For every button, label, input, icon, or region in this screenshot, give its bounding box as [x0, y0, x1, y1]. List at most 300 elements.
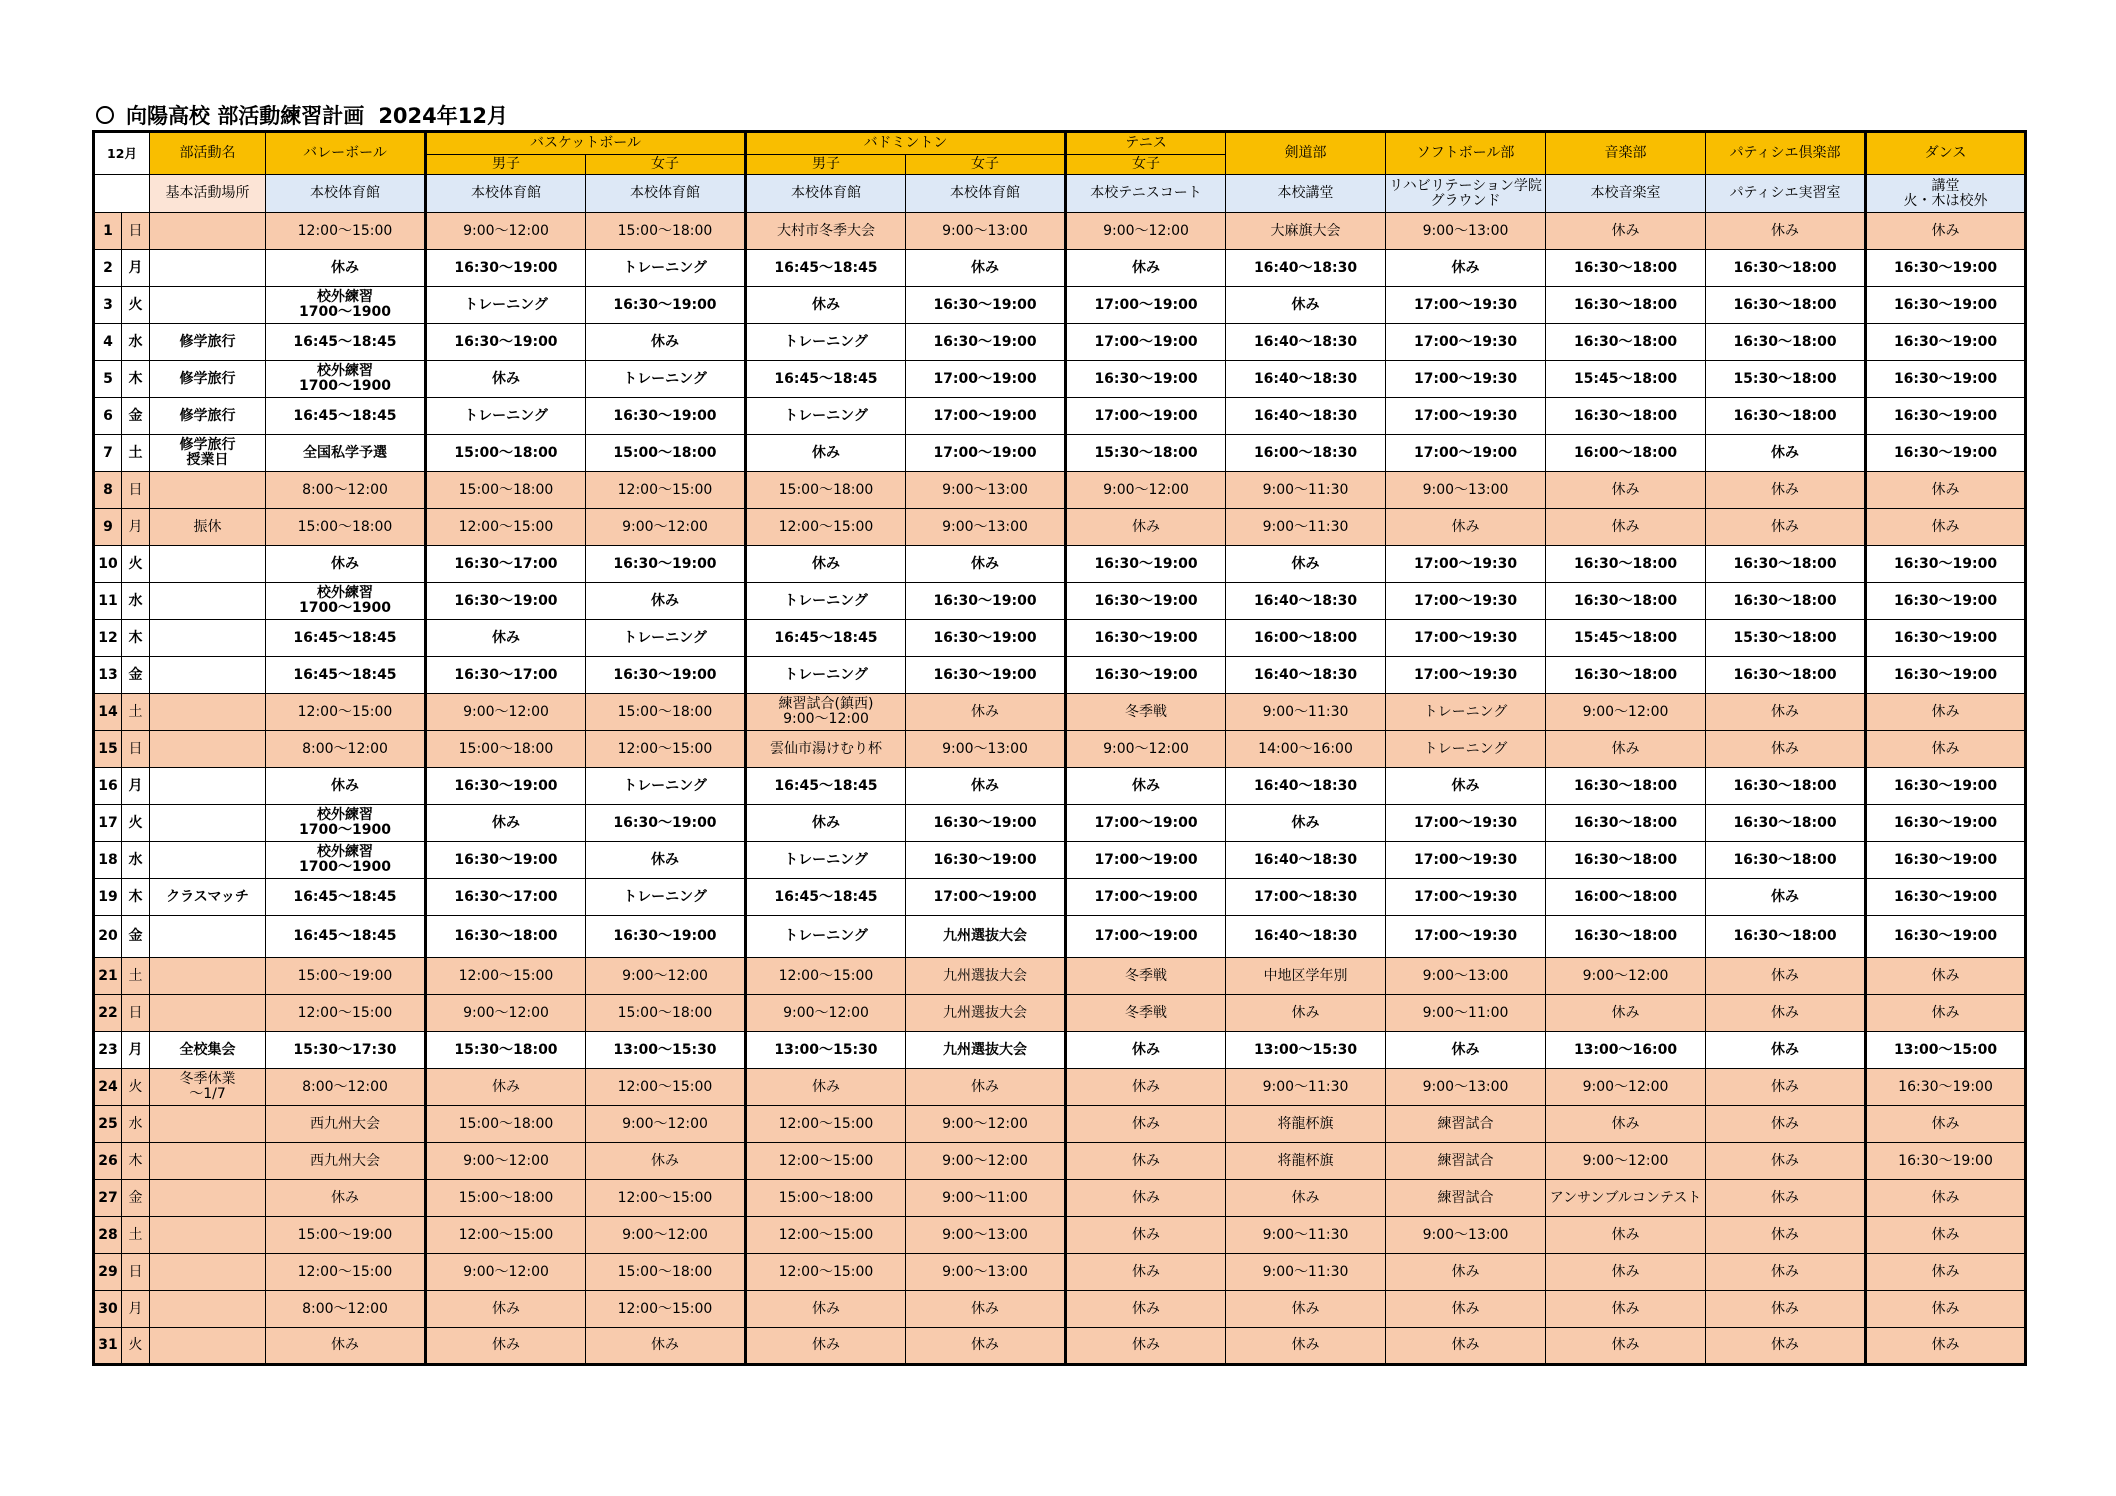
cell-tennis: 15:30～18:00 [1066, 435, 1226, 472]
cell-dance: 休み [1866, 694, 2026, 731]
cell-kendo: 16:40～18:30 [1226, 361, 1386, 398]
cell-dance: 16:30～19:00 [1866, 583, 2026, 620]
cell-tennis: 冬季戦 [1066, 694, 1226, 731]
cell-patissier: 16:30～18:00 [1706, 398, 1866, 435]
day-note [150, 213, 266, 250]
cell-bb-girls: 12:00～15:00 [586, 1291, 746, 1328]
club-badminton: バドミントン [746, 132, 1066, 155]
day-note [150, 694, 266, 731]
cell-bb-girls: 休み [586, 324, 746, 361]
day-number: 30 [94, 1291, 122, 1328]
cell-softball: 休み [1386, 509, 1546, 546]
cell-music: 休み [1546, 472, 1706, 509]
day-number: 20 [94, 916, 122, 958]
cell-kendo: 16:40～18:30 [1226, 398, 1386, 435]
cell-bb-girls: 9:00～12:00 [586, 509, 746, 546]
cell-kendo: 9:00～11:30 [1226, 509, 1386, 546]
month-label: 12月 [94, 132, 150, 175]
cell-bd-boys: トレーニング [746, 324, 906, 361]
cell-music: 休み [1546, 509, 1706, 546]
cell-bd-girls: 16:30～19:00 [906, 842, 1066, 879]
cell-bd-girls: 9:00～12:00 [906, 1143, 1066, 1180]
weekday: 木 [122, 879, 150, 916]
cell-tennis: 16:30～19:00 [1066, 657, 1226, 694]
plan-month: 2024年12月 [378, 104, 508, 128]
cell-softball: 休み [1386, 250, 1546, 287]
bd-girls-label: 女子 [906, 155, 1066, 175]
bb-boys-label: 男子 [426, 155, 586, 175]
cell-softball: 9:00～11:00 [1386, 995, 1546, 1032]
cell-bb-girls: 12:00～15:00 [586, 1180, 746, 1217]
cell-patissier: 16:30～18:00 [1706, 546, 1866, 583]
cell-bb-girls: トレーニング [586, 361, 746, 398]
cell-volleyball: 校外練習 1700～1900 [266, 361, 426, 398]
cell-bb-boys: 16:30～19:00 [426, 768, 586, 805]
cell-bb-girls: 休み [586, 583, 746, 620]
cell-softball: 9:00～13:00 [1386, 958, 1546, 995]
page-title [96, 100, 508, 130]
bd-boys-label: 男子 [746, 155, 906, 175]
cell-bd-girls: 17:00～19:00 [906, 435, 1066, 472]
cell-volleyball: 休み [266, 768, 426, 805]
weekday: 水 [122, 583, 150, 620]
cell-kendo: 16:40～18:30 [1226, 768, 1386, 805]
cell-kendo: 13:00～15:30 [1226, 1032, 1386, 1069]
day-number: 11 [94, 583, 122, 620]
cell-bd-girls: 16:30～19:00 [906, 657, 1066, 694]
cell-softball: 17:00～19:30 [1386, 361, 1546, 398]
cell-volleyball: 15:30～17:30 [266, 1032, 426, 1069]
cell-bd-boys: 16:45～18:45 [746, 620, 906, 657]
cell-bb-boys: 9:00～12:00 [426, 1143, 586, 1180]
cell-softball: 練習試合 [1386, 1180, 1546, 1217]
day-note [150, 995, 266, 1032]
cell-music: 休み [1546, 1328, 1706, 1365]
cell-bd-girls: 9:00～13:00 [906, 472, 1066, 509]
weekday: 火 [122, 805, 150, 842]
cell-bd-girls: 休み [906, 1328, 1066, 1365]
cell-patissier: 休み [1706, 1106, 1866, 1143]
cell-bb-girls: 16:30～19:00 [586, 916, 746, 958]
weekday: 月 [122, 250, 150, 287]
cell-bb-girls: 休み [586, 842, 746, 879]
club-name-label: 部活動名 [150, 132, 266, 175]
cell-tennis: 16:30～19:00 [1066, 361, 1226, 398]
cell-bd-girls: 16:30～19:00 [906, 287, 1066, 324]
day-note [150, 287, 266, 324]
cell-dance: 休み [1866, 995, 2026, 1032]
cell-dance: 16:30～19:00 [1866, 842, 2026, 879]
cell-volleyball: 8:00～12:00 [266, 731, 426, 768]
cell-bd-boys: 15:00～18:00 [746, 1180, 906, 1217]
club-kendo: 剣道部 [1226, 132, 1386, 175]
day-note [150, 1291, 266, 1328]
cell-patissier: 16:30～18:00 [1706, 250, 1866, 287]
cell-bd-girls: 9:00～11:00 [906, 1180, 1066, 1217]
day-note [150, 1106, 266, 1143]
cell-dance: 休み [1866, 509, 2026, 546]
cell-softball: 17:00～19:30 [1386, 324, 1546, 361]
cell-dance: 休み [1866, 472, 2026, 509]
cell-music: 16:00～18:00 [1546, 435, 1706, 472]
cell-volleyball: 校外練習 1700～1900 [266, 842, 426, 879]
day-row [94, 213, 2026, 250]
cell-kendo: 休み [1226, 1180, 1386, 1217]
weekday: 日 [122, 731, 150, 768]
cell-bb-girls: 13:00～15:30 [586, 1032, 746, 1069]
cell-bd-boys: 休み [746, 287, 906, 324]
cell-music: 9:00～12:00 [1546, 1069, 1706, 1106]
cell-volleyball: 16:45～18:45 [266, 398, 426, 435]
weekday: 金 [122, 1180, 150, 1217]
cell-softball: 9:00～13:00 [1386, 213, 1546, 250]
day-number: 17 [94, 805, 122, 842]
day-number: 26 [94, 1143, 122, 1180]
cell-kendo: 休み [1226, 287, 1386, 324]
cell-softball: トレーニング [1386, 731, 1546, 768]
cell-dance: 16:30～19:00 [1866, 916, 2026, 958]
cell-bd-boys: 12:00～15:00 [746, 1217, 906, 1254]
cell-bd-boys: 休み [746, 1069, 906, 1106]
day-row [94, 657, 2026, 694]
cell-bb-boys: 9:00～12:00 [426, 694, 586, 731]
cell-bd-girls: 16:30～19:00 [906, 324, 1066, 361]
cell-tennis: 9:00～12:00 [1066, 731, 1226, 768]
cell-music: 休み [1546, 213, 1706, 250]
cell-music: 9:00～12:00 [1546, 958, 1706, 995]
cell-kendo: 9:00～11:30 [1226, 1069, 1386, 1106]
day-row [94, 1069, 2026, 1106]
cell-bb-boys: 16:30～19:00 [426, 842, 586, 879]
cell-bb-boys: 16:30～19:00 [426, 250, 586, 287]
cell-music: 休み [1546, 1106, 1706, 1143]
cell-tennis: 冬季戦 [1066, 958, 1226, 995]
cell-dance: 休み [1866, 1254, 2026, 1291]
cell-bb-boys: 休み [426, 1291, 586, 1328]
cell-bb-girls: 15:00～18:00 [586, 995, 746, 1032]
cell-bd-girls: 休み [906, 250, 1066, 287]
cell-bb-girls: 16:30～19:00 [586, 398, 746, 435]
cell-kendo: 休み [1226, 995, 1386, 1032]
cell-softball: 休み [1386, 1254, 1546, 1291]
day-note: クラスマッチ [150, 879, 266, 916]
day-note: 全校集会 [150, 1032, 266, 1069]
day-number: 24 [94, 1069, 122, 1106]
day-note [150, 805, 266, 842]
cell-bd-boys: 雲仙市湯けむり杯 [746, 731, 906, 768]
cell-music: 16:00～18:00 [1546, 879, 1706, 916]
cell-patissier: 15:30～18:00 [1706, 361, 1866, 398]
day-number: 7 [94, 435, 122, 472]
cell-tennis: 9:00～12:00 [1066, 213, 1226, 250]
weekday: 水 [122, 324, 150, 361]
cell-bd-girls: 休み [906, 694, 1066, 731]
cell-kendo: 16:40～18:30 [1226, 250, 1386, 287]
day-row [94, 1328, 2026, 1365]
day-number: 18 [94, 842, 122, 879]
cell-bb-boys: 15:00～18:00 [426, 1106, 586, 1143]
day-note: 修学旅行 [150, 324, 266, 361]
cell-bb-boys: 16:30～18:00 [426, 916, 586, 958]
cell-kendo: 16:40～18:30 [1226, 583, 1386, 620]
cell-bb-boys: 休み [426, 1069, 586, 1106]
club-patissier: パティシエ倶楽部 [1706, 132, 1866, 175]
cell-patissier: 休み [1706, 1180, 1866, 1217]
cell-bd-boys: 16:45～18:45 [746, 250, 906, 287]
cell-tennis: 休み [1066, 1217, 1226, 1254]
cell-bd-boys: トレーニング [746, 842, 906, 879]
cell-music: 休み [1546, 995, 1706, 1032]
day-note [150, 546, 266, 583]
cell-bb-girls: 9:00～12:00 [586, 1217, 746, 1254]
cell-softball: 練習試合 [1386, 1106, 1546, 1143]
cell-softball: 9:00～13:00 [1386, 1217, 1546, 1254]
cell-tennis: 17:00～19:00 [1066, 324, 1226, 361]
cell-bb-girls: 15:00～18:00 [586, 694, 746, 731]
place-volleyball: 本校体育館 [266, 175, 426, 213]
day-note [150, 583, 266, 620]
cell-volleyball: 8:00～12:00 [266, 472, 426, 509]
weekday: 木 [122, 361, 150, 398]
cell-bb-boys: 12:00～15:00 [426, 509, 586, 546]
cell-patissier: 休み [1706, 879, 1866, 916]
day-note [150, 1180, 266, 1217]
cell-patissier: 16:30～18:00 [1706, 657, 1866, 694]
cell-bb-girls: 15:00～18:00 [586, 213, 746, 250]
cell-kendo: 休み [1226, 805, 1386, 842]
cell-volleyball: 休み [266, 1328, 426, 1365]
day-note [150, 1328, 266, 1365]
cell-volleyball: 16:45～18:45 [266, 657, 426, 694]
cell-volleyball: 休み [266, 250, 426, 287]
cell-bd-girls: 九州選抜大会 [906, 1032, 1066, 1069]
place-patissier: パティシエ実習室 [1706, 175, 1866, 213]
cell-patissier: 16:30～18:00 [1706, 805, 1866, 842]
cell-tennis: 17:00～19:00 [1066, 287, 1226, 324]
cell-bd-girls: 9:00～13:00 [906, 509, 1066, 546]
cell-tennis: 16:30～19:00 [1066, 620, 1226, 657]
day-note [150, 1254, 266, 1291]
cell-dance: 13:00～15:00 [1866, 1032, 2026, 1069]
cell-volleyball: 休み [266, 1180, 426, 1217]
day-note [150, 472, 266, 509]
place-softball [1386, 175, 1546, 213]
place-bb-girls: 本校体育館 [586, 175, 746, 213]
cell-volleyball: 15:00～18:00 [266, 509, 426, 546]
day-note [150, 916, 266, 958]
cell-dance: 16:30～19:00 [1866, 435, 2026, 472]
cell-music: 13:00～16:00 [1546, 1032, 1706, 1069]
schedule-body [94, 213, 2026, 1365]
cell-tennis: 休み [1066, 1143, 1226, 1180]
day-row [94, 805, 2026, 842]
cell-bd-boys: トレーニング [746, 916, 906, 958]
cell-bb-boys: 16:30～19:00 [426, 583, 586, 620]
weekday: 火 [122, 287, 150, 324]
cell-patissier: 休み [1706, 472, 1866, 509]
day-row [94, 472, 2026, 509]
cell-dance: 16:30～19:00 [1866, 1143, 2026, 1180]
cell-bb-boys: 休み [426, 361, 586, 398]
cell-bd-boys: 12:00～15:00 [746, 1106, 906, 1143]
cell-patissier: 休み [1706, 435, 1866, 472]
cell-tennis: 休み [1066, 1328, 1226, 1365]
cell-kendo: 14:00～16:00 [1226, 731, 1386, 768]
weekday: 木 [122, 1143, 150, 1180]
cell-kendo: 9:00～11:30 [1226, 694, 1386, 731]
cell-bb-boys: 16:30～17:00 [426, 546, 586, 583]
cell-bd-girls: 休み [906, 768, 1066, 805]
cell-dance: 休み [1866, 1328, 2026, 1365]
weekday: 日 [122, 995, 150, 1032]
cell-bd-boys: 16:45～18:45 [746, 768, 906, 805]
cell-bd-girls: 16:30～19:00 [906, 805, 1066, 842]
cell-softball: 17:00～19:30 [1386, 879, 1546, 916]
cell-bd-girls: 九州選抜大会 [906, 958, 1066, 995]
circle-icon [96, 106, 114, 124]
cell-softball: 17:00～19:30 [1386, 287, 1546, 324]
day-row [94, 361, 2026, 398]
cell-bd-girls: 9:00～13:00 [906, 1217, 1066, 1254]
day-row [94, 1217, 2026, 1254]
cell-softball: 休み [1386, 1328, 1546, 1365]
day-row [94, 398, 2026, 435]
day-number: 22 [94, 995, 122, 1032]
cell-kendo: 9:00～11:30 [1226, 1254, 1386, 1291]
cell-bb-girls: 16:30～19:00 [586, 805, 746, 842]
day-row [94, 731, 2026, 768]
weekday: 土 [122, 435, 150, 472]
day-row [94, 842, 2026, 879]
weekday: 水 [122, 842, 150, 879]
cell-tennis: 休み [1066, 1180, 1226, 1217]
cell-volleyball: 12:00～15:00 [266, 213, 426, 250]
day-row [94, 1032, 2026, 1069]
day-note [150, 1143, 266, 1180]
cell-kendo: 16:40～18:30 [1226, 842, 1386, 879]
cell-bb-girls: 16:30～19:00 [586, 657, 746, 694]
weekday: 月 [122, 1291, 150, 1328]
cell-tennis: 16:30～19:00 [1066, 546, 1226, 583]
cell-dance: 16:30～19:00 [1866, 250, 2026, 287]
cell-bb-boys: 12:00～15:00 [426, 1217, 586, 1254]
cell-bb-girls: トレーニング [586, 620, 746, 657]
cell-tennis: 17:00～19:00 [1066, 805, 1226, 842]
day-row [94, 435, 2026, 472]
cell-bb-girls: 15:00～18:00 [586, 435, 746, 472]
cell-dance: 16:30～19:00 [1866, 361, 2026, 398]
cell-music: 16:30～18:00 [1546, 324, 1706, 361]
cell-bd-boys: 休み [746, 805, 906, 842]
cell-patissier: 16:30～18:00 [1706, 768, 1866, 805]
cell-music: 16:30～18:00 [1546, 287, 1706, 324]
cell-dance: 休み [1866, 1180, 2026, 1217]
cell-kendo: 大麻旗大会 [1226, 213, 1386, 250]
day-row [94, 1106, 2026, 1143]
cell-volleyball: 12:00～15:00 [266, 694, 426, 731]
cell-patissier: 休み [1706, 1254, 1866, 1291]
cell-bb-girls: 休み [586, 1328, 746, 1365]
cell-patissier: 16:30～18:00 [1706, 287, 1866, 324]
cell-bb-boys: 16:30～17:00 [426, 879, 586, 916]
day-number: 2 [94, 250, 122, 287]
weekday: 水 [122, 1106, 150, 1143]
cell-patissier: 16:30～18:00 [1706, 842, 1866, 879]
day-row [94, 287, 2026, 324]
cell-kendo: 16:40～18:30 [1226, 324, 1386, 361]
cell-volleyball: 休み [266, 546, 426, 583]
weekday: 木 [122, 620, 150, 657]
cell-tennis: 17:00～19:00 [1066, 879, 1226, 916]
cell-bd-boys: 12:00～15:00 [746, 958, 906, 995]
cell-bb-boys: 12:00～15:00 [426, 958, 586, 995]
cell-music: 16:30～18:00 [1546, 805, 1706, 842]
cell-softball: 17:00～19:30 [1386, 657, 1546, 694]
day-number: 4 [94, 324, 122, 361]
cell-bd-boys: 休み [746, 546, 906, 583]
cell-bd-girls: 九州選抜大会 [906, 995, 1066, 1032]
cell-bb-girls: 9:00～12:00 [586, 1106, 746, 1143]
day-number: 16 [94, 768, 122, 805]
cell-tennis: 休み [1066, 1069, 1226, 1106]
cell-kendo: 16:00～18:00 [1226, 620, 1386, 657]
club-volleyball: バレーボール [266, 132, 426, 175]
cell-dance: 16:30～19:00 [1866, 805, 2026, 842]
weekday: 火 [122, 546, 150, 583]
cell-bb-boys: 15:00～18:00 [426, 731, 586, 768]
place-kendo: 本校講堂 [1226, 175, 1386, 213]
cell-bd-girls: 休み [906, 1069, 1066, 1106]
club-tennis: テニス [1066, 132, 1226, 155]
cell-bb-boys: 15:00～18:00 [426, 1180, 586, 1217]
club-softball: ソフトボール部 [1386, 132, 1546, 175]
cell-volleyball: 15:00～19:00 [266, 1217, 426, 1254]
weekday: 月 [122, 768, 150, 805]
cell-kendo: 将龍杯旗 [1226, 1143, 1386, 1180]
place-bd-boys: 本校体育館 [746, 175, 906, 213]
tennis-girls-label: 女子 [1066, 155, 1226, 175]
cell-volleyball: 西九州大会 [266, 1106, 426, 1143]
cell-bd-girls: 16:30～19:00 [906, 583, 1066, 620]
cell-softball: 17:00～19:30 [1386, 842, 1546, 879]
cell-bb-boys: 15:00～18:00 [426, 435, 586, 472]
cell-softball: 17:00～19:30 [1386, 546, 1546, 583]
cell-kendo: 16:40～18:30 [1226, 657, 1386, 694]
cell-softball: 9:00～13:00 [1386, 472, 1546, 509]
cell-kendo: 16:40～18:30 [1226, 916, 1386, 958]
day-number: 5 [94, 361, 122, 398]
cell-patissier: 休み [1706, 1069, 1866, 1106]
cell-tennis: 休み [1066, 1032, 1226, 1069]
weekday: 月 [122, 509, 150, 546]
cell-softball: 17:00～19:30 [1386, 620, 1546, 657]
cell-volleyball: 校外練習 1700～1900 [266, 805, 426, 842]
cell-dance: 16:30～19:00 [1866, 1069, 2026, 1106]
cell-bd-girls: 休み [906, 1291, 1066, 1328]
cell-tennis: 17:00～19:00 [1066, 916, 1226, 958]
cell-music: 休み [1546, 1291, 1706, 1328]
place-bd-girls: 本校体育館 [906, 175, 1066, 213]
cell-volleyball: 8:00～12:00 [266, 1291, 426, 1328]
cell-kendo: 9:00～11:30 [1226, 1217, 1386, 1254]
cell-bd-girls: 9:00～13:00 [906, 213, 1066, 250]
cell-music: 16:30～18:00 [1546, 768, 1706, 805]
club-dance: ダンス [1866, 132, 2026, 175]
cell-bb-boys: トレーニング [426, 398, 586, 435]
cell-bb-girls: 15:00～18:00 [586, 1254, 746, 1291]
cell-bd-girls: 9:00～13:00 [906, 731, 1066, 768]
cell-patissier: 休み [1706, 1217, 1866, 1254]
